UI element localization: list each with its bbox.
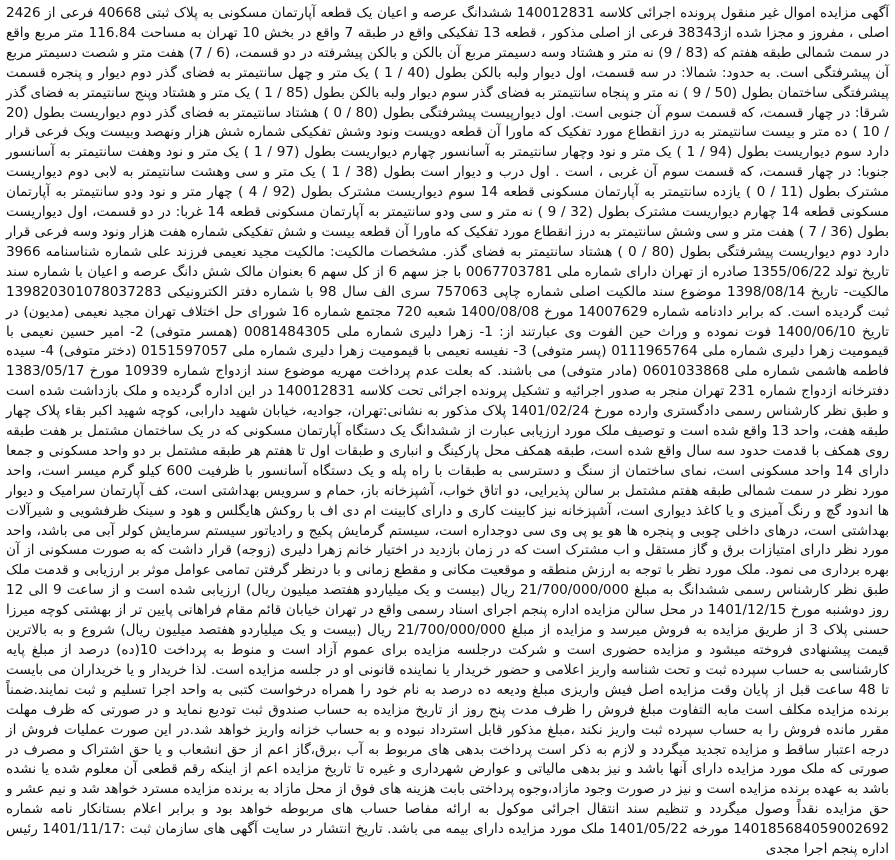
auction-notice-text: آگهی مزایده اموال غیر منقول پرونده اجرائی کلاسه 140012831 ششدانگ عرصه و اعیان یک قطعه آپارتمان مسکونی به پلاک ثبتی 40668 فرعی از 2426 اصلی ، مفروز و مجزا شده از38343 فرعی از اصلی مذکور ، قطعه 13 تفکیکی واقع در طبقه 7 واقع در بخش 10 تهران به مساحت 116.84 متر مربع واقع در سمت شمالی طبقه هفتم که (83 / 9) نه متر و هشتاد وسه دسیمتر مربع آن بالکن و بالکن پیشرفته در دو قسمت، (6 / 7) هفت متر و شصت دسیمتر مربع آن پیشرفتگی است. به حدود: شمالا: در سه قسمت، اول دیوار ولبه بالکن بطول (40 / 1 ) یک متر و چهل سانتیمتر به فضای گذر دوم دیوار و پنجره قسمت پیشرفتگی ساختمان بطول (50 / 9 ) نه متر و پنجاه سانتیمتر به فضای گذر سوم دیوار ولبه بالکن بطول (85 / 1 ) یک متر و هشتاد وپنج سانتیمتر به فضای گذر شرقا: در چهار قسمت، که قسمت سوم آن جنوبی است. اول دیوارپیست پیشرفتگی بطول (80 / 0 ) هشتاد سانتیمتر به فضای گذر دوم دیواریست بطول (20 / 10 ) ده متر و بیست سانتیمتر به درز انقطاع مورد تفکیک که ماورا آن قطعه دویست ونود وشش تفکیکی شماره شش هزار ونهصد وبیست ویک فرعی قرار دارد سوم دیواریست بطول (94 / 1 ) یک متر و نود وچهار سانتیمتر به آسانسور چهارم دیواریست بطول (97 / 1 ) یک متر و نود وهفت سانتیمتر به آسانسور جنوبا: در چهار قسمت، که قسمت سوم آن غربی ، است . اول درب و دیوار است بطول (38 / 1 ) یک متر و سی وهشت سانتیمتر به لابی دوم دیواریست مشترک بطول (11 / 0 ) یازده سانتیمتر به آپارتمان مسکونی قطعه 14 سوم دیواریست مشترک بطول (92 / 4 ) چهار متر و نود ودو سانتیمتر به آپارتمان مسکونی قطعه 14 چهارم دیواریست مشترک بطول (32 / 9 ) نه متر و سی ودو سانتیمتر به آپارتمان مسکونی قطعه 14 غربا: در دو قسمت، اول دیواریست بطول (36 / 7 ) هفت متر و سی وشش سانتیمتر به درز انقطاع مورد تفکیک که ماورا آن قطعه بیست و شش تفکیکی شماره هفت هزار ونود وسه فرعی قرار دارد دوم دیواریست پیشرفتگی بطول (80 / 0 ) هشتاد سانتیمتر به فضای گذر. مشخصات مالکیت: مالکیت مجید نعیمی فرزند علی شماره شناسنامه 3966 تاریخ تولد 1355/06/22 صادره از تهران دارای شماره ملی 0067703781 با جز سهم 6 از کل سهم 6 بعنوان مالک شش دانگ عرصه و اعیان با شماره سند مالکیت- تاریخ 1398/08/14 موضوع سند مالکیت اصلی شماره چاپی 757063 سری الف سال 98 با شماره دفتر الکترونیکی 139820301078037283 ثبت گردیده است. که برابر دادنامه شماره 14007629 مورخ 1400/08/08 شعبه 720 مجتمع شماره 16 شورای حل اختلاف تهران مجید نعیمی (مدیون) در تاریخ 1400/06/10 فوت نموده و وراث حین الفوت وی عبارتند از: 1- زهرا دلیری شماره ملی 0081484305 (همسر متوفی) 2- امیر حسین نعیمی با قیمومیت زهرا دلیری شماره ملی 0111965764 (پسر متوفی) 3- نفیسه نعیمی با قیمومیت زهرا دلیری شماره ملی 0151597057 (دختر متوفی) 4- سیده فاطمه هاشمی شماره ملی 0601033868 (مادر متوفی) می باشند. که بعلت عدم پرداخت مهریه موضوع سند ازدواج شماره 10939 مورخ 1383/05/17 دفترخانه ازدواج شماره 231 تهران منجر به صدور اجرائیه و تشکیل پرونده اجرائی تحت کلاسه 140012831 در این اداره گردیده و ملک بازداشت شده است و طبق نظر کارشناس رسمی دادگستری وارده مورخ 1401/02/24 پلاک مذکور به نشانی:تهران، جوادیه، خیابان شهید دارابی، کوچه شهید اکبر بقاء پلاک چهار طبقه هفت، واحد 13 واقع شده است و توصیف ملک مورد ارزیابی عبارت از ششدانگ یک دستگاه آپارتمان مسکونی که در یک ساختمان مشتمل بر هفت طبقه روی همکف با قدمت حدود سه سال واقع شده است، طبقه همکف محل پارکینگ و انباری و طبقات اول تا هفتم هر طبقه مشتمل بر دو واحد مسکونی و جمعا دارای 14 واحد مسکونی است، نمای ساختمان از سنگ و دسترسی به طبقات با راه پله و یک دستگاه آسانسور با ظرفیت 600 کیلو گرم میسر است، واحد مورد نظر در سمت شمالی طبقه هفتم مشتمل بر سالن پذیرایی، دو اتاق خواب، آشپزخانه باز، حمام و سرویس بهداشتی است، کف آپارتمان سرامیک و دیوار ها اندود گچ و رنگ آمیزی و یا کاغذ دیواری است، آشپزخانه نیز کابینت کاری و دارای کابینت ام دی اف با روکش هایگلس و هود و سینک ظرفشویی و شیرآلات بهداشتی است، درهای داخلی چوبی و پنجره ها هو یو پی وی سی دوجداره است، سیستم گرمایش پکیج و رادیاتور سیستم سرمایش کولر آبی می باشد، واحد مورد نظر دارای امتیازات برق و گاز مستقل و اب مشترک است که در زمان بازدید در اختیار خانم زهرا دلیری (زوجه) قرار داشت که به صورت مسکونی از آن بهره برداری می نمود. ملک مورد نظر با توجه به ارزش منطقه و موقعیت مکانی و مقطع زمانی و با درنظر گرفتن تمامی عوامل موثر بر ارزیابی و قدمت ملک طبق نظر کارشناس رسمی ششدانگ به مبلغ 21/700/000/000 ریال (بیست و یک میلیاردو هفتصد میلیون ریال) ارزیابی شده است و از ساعت 9 الی 12 روز دوشنبه مورخ 1401/12/15 در محل سالن مزایده اداره پنجم اجرای اسناد رسمی واقع در تهران خیابان قائم مقام فراهانی پایین تر از بهشتی کوچه میرزا حسنی پلاک 3 از طریق مزایده به فروش میرسد و مزایده از مبلغ 21/700/000/000 ریال (بیست و یک میلیاردو هفتصد میلیون ریال) شروع و به بالاترین قیمت پیشنهادی فروخته میشود و مزایده حضوری است و شرکت درجلسه مزایده برای عموم آزاد است و منوط به پرداخت 10(ده) درصد از مبلغ پایه کارشناسی به حساب سپرده ثبت و تحت شناسه واریز اعلامی و حضور خریدار یا نماینده قانونی او در جلسه مزایده است. لذا خریدار و یا خریداران می بایست تا 48 ساعت قبل از پایان وقت مزایده اصل فیش واریزی مبلغ ودیعه ده درصد به نام خود را همراه درخواست کتبی به واحد اجرا تسلیم و ثبت نمایند.ضمناً برنده مزایده مکلف است مابه التفاوت مبلغ فروش را ظرف مدت پنج روز از تاریخ مزایده به حساب صندوق ثبت تودیع نماید و در صورتی که ظرف مهلت مقرر مانده فروش را به حساب سپرده ثبت واریز نکند ،مبلغ مذکور قابل استرداد نبوده و به حساب خزانه واریز خواهد شد.در این صورت عملیات فروش از درجه اعتبار ساقط و مزایده تجدید میگردد و لازم به ذکر است پرداخت بدهی های مربوط به آب ،برق،گاز اعم از حق انشعاب و یا حق اشتراک و مصرف در صورتی که ملک مورد مزایده دارای آنها باشد و نیز بدهی مالیاتی و عوارض شهرداری و غیره تا تاریخ مزایده اعم از اینکه رقم قطعی آن معلوم شده یا نشده باشد به عهده برنده مزایده است و نیز در صورت وجود مازاد،وجوه پرداختی بابت هزینه های فوق از محل مازاد به برنده مزایده مسترد خواهد شد و نیم عشر و حق مزایده نقداً وصول میگردد و تنظیم سند انتقال اجرائی موکول به ارائه مفاصا حساب های مربوطه خواهد بود و برابر اعلام بستانکار نامه شماره 140185684059002692 مورخه 1401/05/22 ملک مورد مزایده دارای بیمه می باشد. تاریخ انتشار در سایت آگهی های سازمان ثبت :1401/11/17 رئیس اداره پنجم اجرا مجدی	[6, 5, 890, 858]
